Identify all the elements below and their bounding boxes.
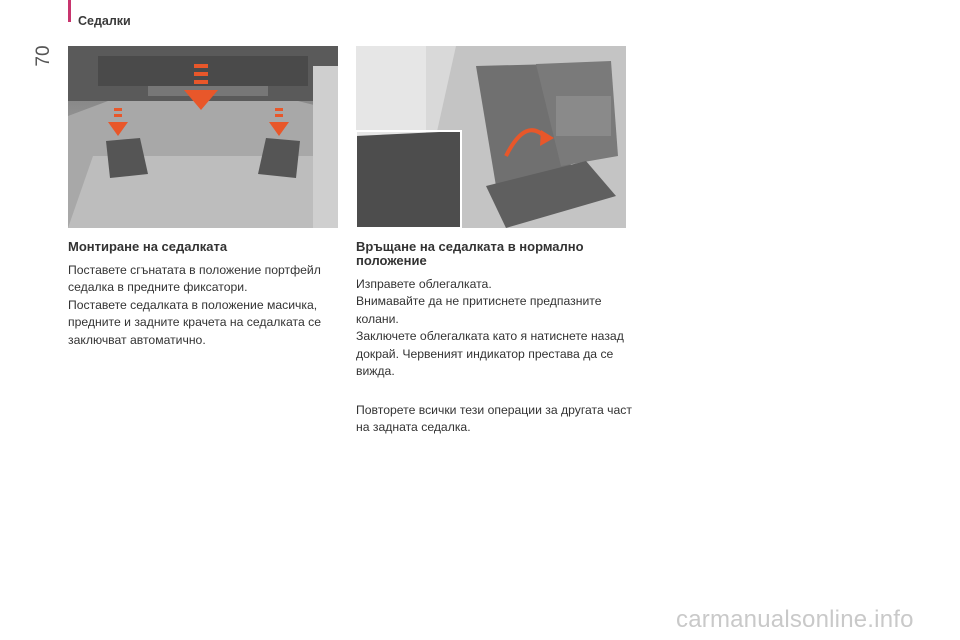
heading-seat-return: Връщане на седалката в нормално положение xyxy=(356,239,584,268)
page-number: 70 xyxy=(33,45,54,67)
repeat-note: Повторете всички тези операции за другата част на задната седалка. xyxy=(356,403,632,435)
right-paragraph-3: Заключете облегалката като я натиснете назад докрай. Червеният индикатор престава да се вижда. xyxy=(356,329,624,379)
right-paragraph-1: Изправете облегалката. xyxy=(356,277,492,291)
seat-backrest-illustration xyxy=(356,46,626,228)
heading-seat-mounting: Монтиране на седалката xyxy=(68,239,228,254)
seat-fixing-illustration xyxy=(68,46,338,228)
left-paragraph-2: Поставете седалката в положение масичка, предните и задните крачета на седалката се заключват автоматично. xyxy=(68,297,322,347)
right-paragraph-2: Внимавайте да не притиснете предпазните колани. xyxy=(356,294,602,326)
section-accent-bar xyxy=(68,0,71,22)
watermark: carmanualsonline.info xyxy=(676,606,914,633)
left-instructions xyxy=(68,262,358,349)
section-title: Седалки xyxy=(78,14,131,28)
right-instructions xyxy=(356,276,646,380)
left-paragraph-1: Поставете сгънатата в положение портфейл седалка в предните фиксатори. xyxy=(68,263,321,295)
